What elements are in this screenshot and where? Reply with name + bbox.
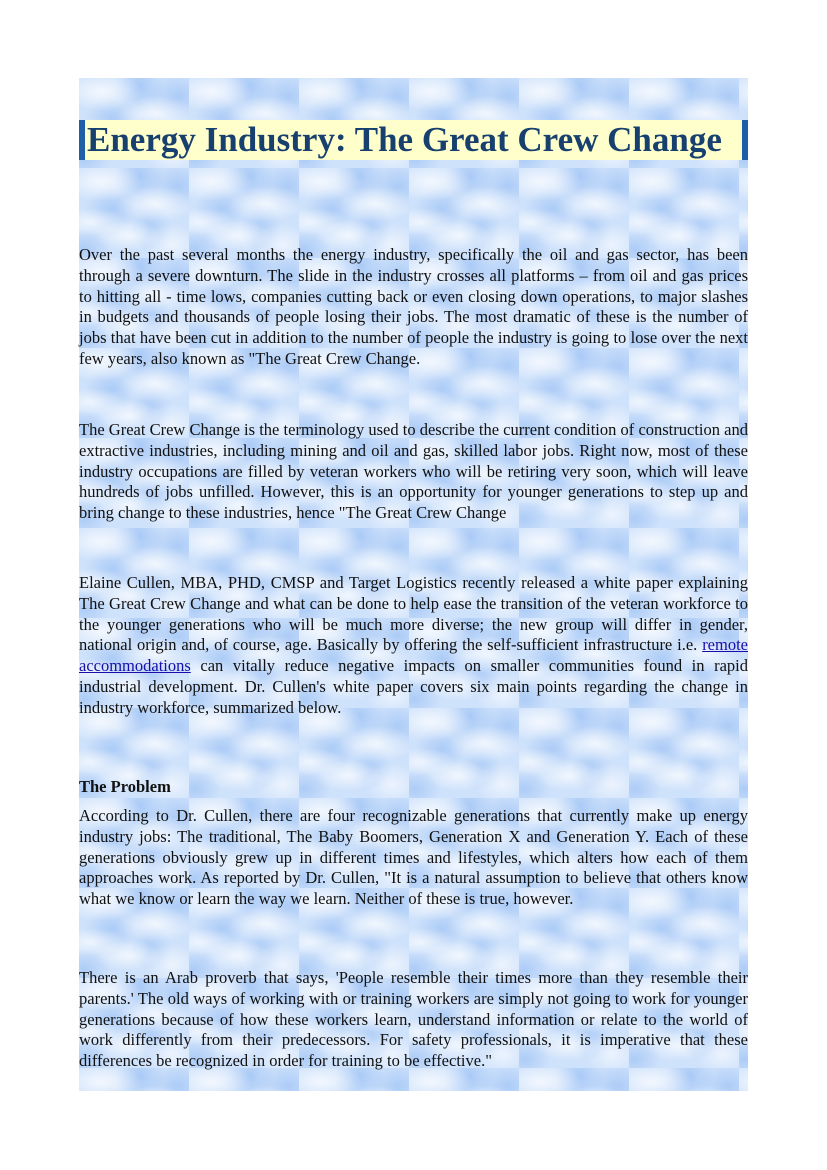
title-banner	[79, 120, 748, 160]
paragraph-white-paper	[79, 573, 748, 719]
paragraph-white-paper-end: can vitally reduce negative impacts on smaller communities found in rapid industrial development. Dr. Cullen's white paper covers six main points regarding the change in industry workforce, summarized below.	[79, 656, 748, 717]
paragraph-generations: According to Dr. Cullen, there are four recognizable generations that currently make up energy industry jobs: The traditional, The Baby Boomers, Generation X and Generation Y. Each of these generations obviously grew up in different times and lifestyles, which alters how each of them approaches work. As reported by Dr. Cullen, "It is a natural assumption to believe that others know what we know or learn the way we learn. Neither of these is true, however.	[79, 806, 748, 909]
document-page	[79, 78, 748, 1091]
paragraph-definition: The Great Crew Change is the terminology used to describe the current condition of construction and extractive industries, including mining and oil and gas, skilled labor jobs. Right now, most of these industry occupations are filled by veteran workers who will be retiring very soon, which will leave hundreds of jobs unfilled. However, this is an opportunity for younger generations to step up and bring change to these industries, hence "The Great Crew Change	[79, 420, 748, 523]
section-heading-problem: The Problem	[79, 777, 171, 796]
paragraph-white-paper-start: Elaine Cullen, MBA, PHD, CMSP and Target Logistics recently released a white paper explaining The Great Crew Change and what can be done to help ease the transition of the veteran workforce to the younger generations who will be much more diverse; the new group will differ in gender, national origin and, of course, age. Basically by offering the self-sufficient infrastructure i.e.	[79, 573, 748, 655]
paragraph-proverb: There is an Arab proverb that says, 'People resemble their times more than they resemble their parents.' The old ways of working with or training workers are simply not going to work for younger generations because of how these workers learn, understand information or relate to the world of work differently from their predecessors. For safety professionals, it is imperative that these differences be recognized in order for training to be effective."	[79, 968, 748, 1071]
paragraph-intro: Over the past several months the energy industry, specifically the oil and gas sector, has been through a severe downturn. The slide in the industry crosses all platforms – from oil and gas prices to hitting all - time lows, companies cutting back or even closing down operations, to major slashes in budgets and thousands of people losing their jobs. The most dramatic of these is the number of jobs that have been cut in addition to the number of people the industry is going to lose over the next few years, also known as "The Great Crew Change.	[79, 245, 748, 368]
page-title: Energy Industry: The Great Crew Change	[87, 120, 722, 159]
remote-accommodations-link[interactable]: remote accommodations	[79, 635, 748, 676]
